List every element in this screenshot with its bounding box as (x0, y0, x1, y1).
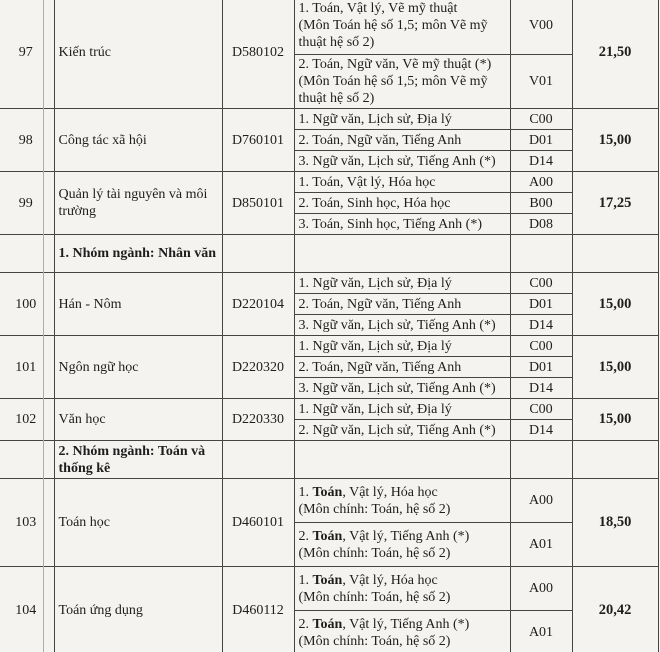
major-code: D220320 (222, 336, 294, 399)
cutoff-score: 18,50 (572, 479, 658, 567)
cutoff-score: 17,25 (572, 172, 658, 235)
main-subject: Toán (312, 616, 343, 632)
combination-code: C00 (510, 336, 572, 357)
major-code: D220104 (222, 273, 294, 336)
table-row (0, 336, 658, 357)
main-subject: Toán (312, 572, 343, 588)
combination-note: (Môn Toán hệ số 1,5; môn Vẽ mỹ thuật hệ số 2) (298, 74, 488, 106)
row-number: 99 (0, 172, 54, 235)
combination-code: D01 (510, 294, 572, 315)
major-name: Kiến trúc (54, 0, 222, 109)
row-number: 98 (0, 109, 54, 172)
combination-subjects: 2. Toán, Ngữ văn, Vẽ mỹ thuật (*) (298, 57, 492, 72)
combination-code: D14 (510, 151, 572, 172)
major-name: Toán ứng dụng (54, 567, 222, 652)
subject-combination: 2. Toán, Ngữ văn, Tiếng Anh (294, 294, 510, 315)
combination-code: V01 (510, 55, 572, 109)
subject-combination: 2. Ngữ văn, Lịch sử, Tiếng Anh (*) (294, 420, 510, 441)
combination-code: D08 (510, 214, 572, 235)
major-code: D460101 (222, 479, 294, 567)
group-title: 1. Nhóm ngành: Nhân văn (54, 235, 222, 273)
subject-combination: 1. Ngữ văn, Lịch sử, Địa lý (294, 273, 510, 294)
combination-code: C00 (510, 273, 572, 294)
combination-code: D01 (510, 357, 572, 378)
row-number: 104 (0, 567, 54, 652)
combination-note: (Môn Toán hệ số 1,5; môn Vẽ mỹ thuật hệ số 2) (298, 18, 488, 50)
combination-code: A00 (510, 567, 572, 611)
table-row (0, 399, 658, 420)
row-number: 103 (0, 479, 54, 567)
subject-combination (294, 55, 510, 109)
table-row (0, 0, 658, 55)
row-number: 100 (0, 273, 54, 336)
combination-note: (Môn chính: Toán, hệ số 2) (298, 589, 451, 605)
major-name: Công tác xã hội (54, 109, 222, 172)
combination-note: (Môn chính: Toán, hệ số 2) (298, 545, 451, 561)
combination-code: A00 (510, 479, 572, 523)
cutoff-score: 15,00 (572, 336, 658, 399)
combination-code: D14 (510, 378, 572, 399)
subject-combination (294, 567, 510, 611)
major-code: D460112 (222, 567, 294, 652)
subject-combination (294, 523, 510, 567)
subject-combination: 1. Ngữ văn, Lịch sử, Địa lý (294, 336, 510, 357)
subject-combination: 3. Ngữ văn, Lịch sử, Tiếng Anh (*) (294, 151, 510, 172)
group-row (0, 441, 658, 479)
major-code: D760101 (222, 109, 294, 172)
subject-combination: 1. Toán, Vật lý, Hóa học (294, 172, 510, 193)
major-name: Hán - Nôm (54, 273, 222, 336)
subject-combination (294, 0, 510, 55)
combination-subjects: 1. Toán, Vật lý, Hóa học (298, 484, 438, 500)
cutoff-score: 15,00 (572, 273, 658, 336)
row-number: 102 (0, 399, 54, 441)
main-subject: Toán (312, 528, 343, 544)
combination-subjects: 2. Toán, Vật lý, Tiếng Anh (*) (298, 616, 470, 632)
cutoff-score: 21,50 (572, 0, 658, 109)
table-row (0, 273, 658, 294)
combination-code: D14 (510, 420, 572, 441)
subject-combination (294, 611, 510, 652)
cutoff-score: 15,00 (572, 399, 658, 441)
subject-combination: 2. Toán, Sinh học, Hóa học (294, 193, 510, 214)
combination-code: A01 (510, 523, 572, 567)
table-row (0, 172, 658, 193)
table-row (0, 567, 658, 611)
subject-combination: 3. Ngữ văn, Lịch sử, Tiếng Anh (*) (294, 378, 510, 399)
table-row (0, 109, 658, 130)
subject-combination: 3. Ngữ văn, Lịch sử, Tiếng Anh (*) (294, 315, 510, 336)
row-number (0, 235, 54, 273)
main-subject: Toán (312, 484, 343, 500)
cutoff-score: 20,42 (572, 567, 658, 652)
major-code: D220330 (222, 399, 294, 441)
subject-combination: 1. Ngữ văn, Lịch sử, Địa lý (294, 399, 510, 420)
row-number: 101 (0, 336, 54, 399)
group-row (0, 235, 658, 273)
subject-combination: 2. Toán, Ngữ văn, Tiếng Anh (294, 357, 510, 378)
combination-note: (Môn chính: Toán, hệ số 2) (298, 501, 451, 517)
major-name: Ngôn ngữ học (54, 336, 222, 399)
combination-code: A01 (510, 611, 572, 652)
subject-combination: 2. Toán, Ngữ văn, Tiếng Anh (294, 130, 510, 151)
group-title: 2. Nhóm ngành: Toán và thống kê (54, 441, 222, 479)
major-name: Văn học (54, 399, 222, 441)
combination-subjects: 1. Toán, Vật lý, Vẽ mỹ thuật (298, 1, 458, 16)
cutoff-score: 15,00 (572, 109, 658, 172)
major-code: D580102 (222, 0, 294, 109)
combination-subjects: 2. Toán, Vật lý, Tiếng Anh (*) (298, 528, 470, 544)
combination-code: B00 (510, 193, 572, 214)
major-code: D850101 (222, 172, 294, 235)
subject-combination (294, 479, 510, 523)
combination-code: A00 (510, 172, 572, 193)
major-name: Toán học (54, 479, 222, 567)
table-row (0, 479, 658, 523)
subject-combination: 1. Ngữ văn, Lịch sử, Địa lý (294, 109, 510, 130)
combination-code: C00 (510, 399, 572, 420)
combination-code: D14 (510, 315, 572, 336)
row-number (0, 441, 54, 479)
margin-line (43, 0, 44, 652)
combination-subjects: 1. Toán, Vật lý, Hóa học (298, 572, 438, 588)
major-name: Quản lý tài nguyên và môi trường (54, 172, 222, 235)
combination-code: D01 (510, 130, 572, 151)
row-number: 97 (0, 0, 54, 109)
combination-code: C00 (510, 109, 572, 130)
combination-note: (Môn chính: Toán, hệ số 2) (298, 633, 451, 649)
subject-combination: 3. Toán, Sinh học, Tiếng Anh (*) (294, 214, 510, 235)
combination-code: V00 (510, 0, 572, 55)
